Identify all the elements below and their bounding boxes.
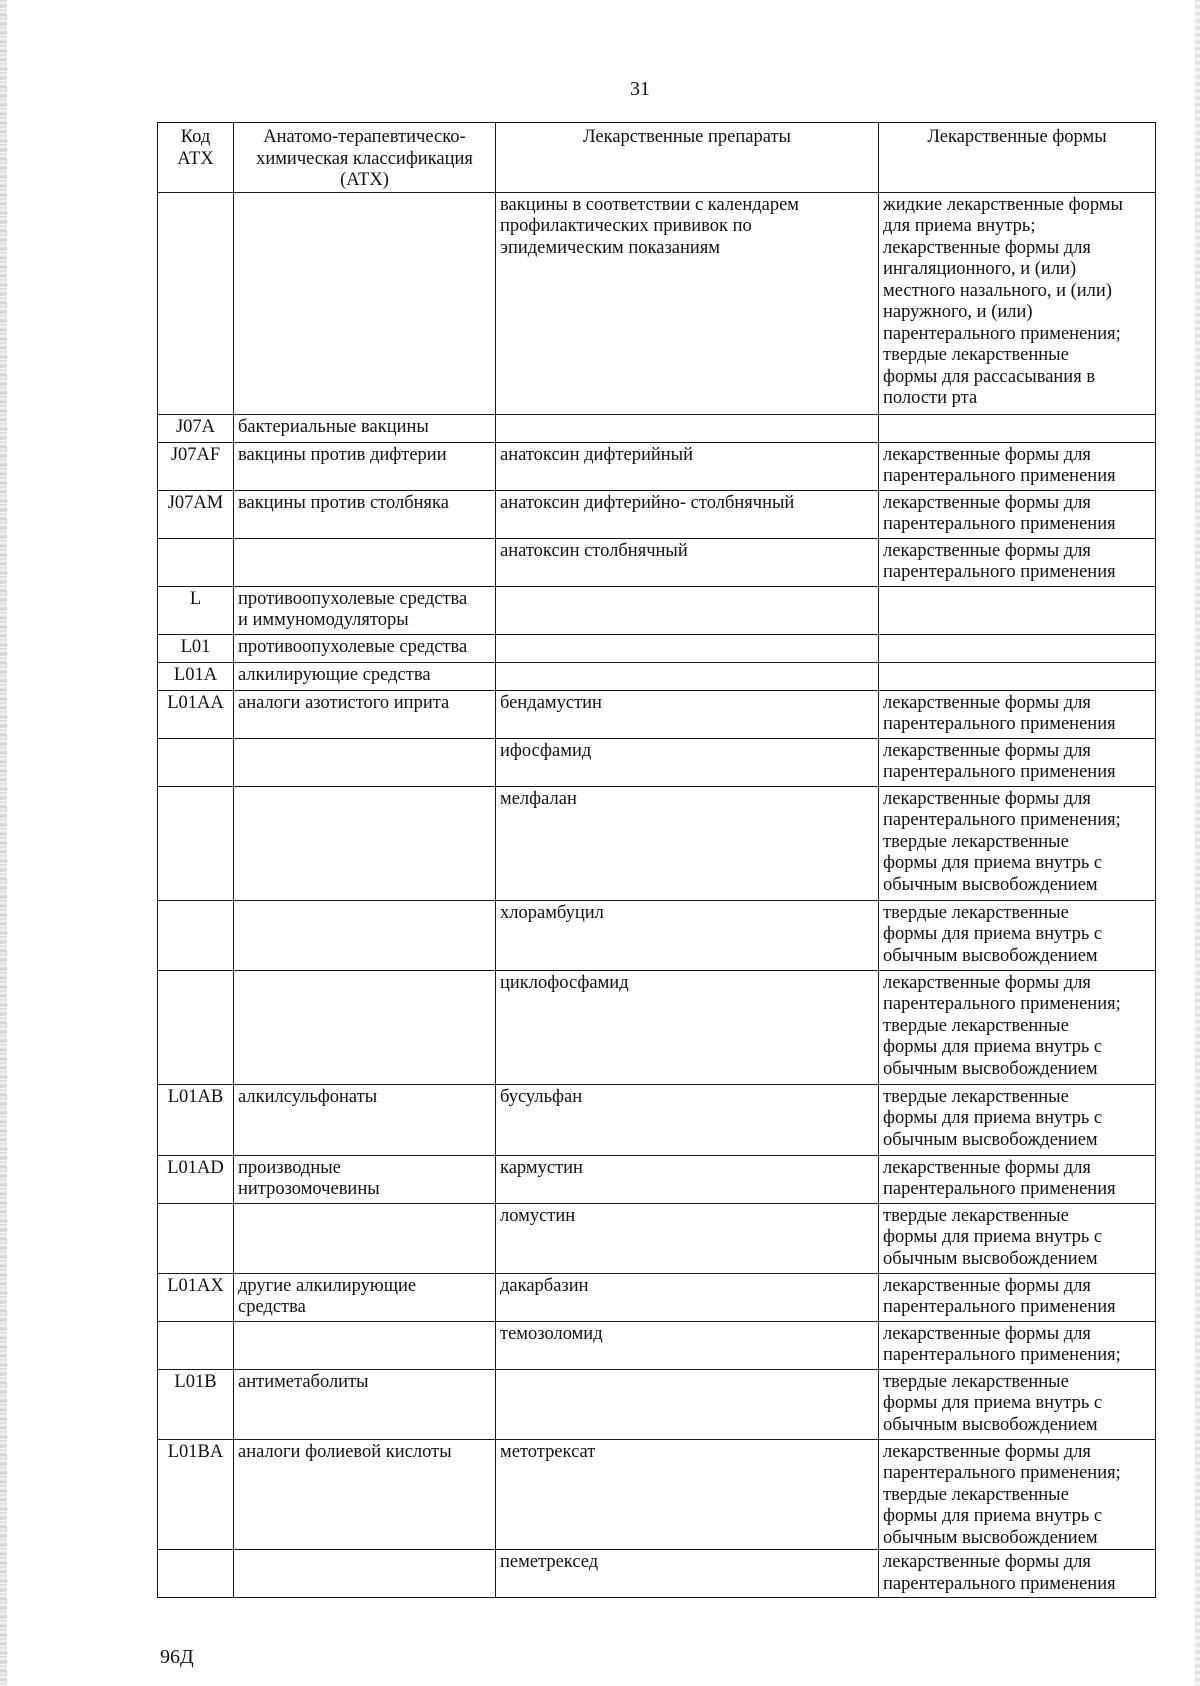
cell-dosage-form: лекарственные формы для парентерального применения [879,1155,1156,1203]
cell-classification: противоопухолевые средства и иммуномодуляторы [234,586,496,634]
cell-code: L01BA [158,1439,234,1550]
scan-edge-left [0,0,7,1686]
cell-medicine: хлорамбуцил [496,900,879,970]
cell-medicine: бендамустин [496,690,879,738]
table-row [158,414,1156,442]
header-medicines: Лекарственные препараты [496,123,879,193]
cell-code: L [158,586,234,634]
header-atc-classification: Анатомо-терапевтическо- химическая классификация (АТХ) [234,123,496,193]
header-atc-code: Код АТХ [158,123,234,193]
cell-code: J07AF [158,442,234,490]
cell-medicine: метотрексат [496,1439,879,1550]
cell-code [158,1550,234,1598]
cell-code: L01AD [158,1155,234,1203]
scan-edge-right [1195,0,1200,1686]
cell-classification [234,538,496,586]
cell-classification: вакцины против столбняка [234,490,496,538]
cell-medicine: ифосфамид [496,738,879,786]
cell-code: L01AX [158,1273,234,1321]
table-row [158,1550,1156,1598]
cell-classification: противоопухолевые средства [234,634,496,662]
cell-dosage-form: лекарственные формы для парентерального применения [879,738,1156,786]
cell-dosage-form [879,586,1156,634]
document-code: 96Д [160,1646,194,1668]
cell-dosage-form [879,414,1156,442]
cell-classification: бактериальные вакцины [234,414,496,442]
cell-code: L01 [158,634,234,662]
cell-code [158,1321,234,1369]
cell-dosage-form [879,634,1156,662]
table-row [158,662,1156,690]
table-row [158,442,1156,490]
table-row [158,900,1156,970]
cell-dosage-form: лекарственные формы для парентерального применения; [879,1321,1156,1369]
table-header-row [158,123,1156,193]
cell-code [158,970,234,1084]
cell-medicine: кармустин [496,1155,879,1203]
cell-classification [234,970,496,1084]
cell-code: L01AA [158,690,234,738]
cell-classification: алкилирующие средства [234,662,496,690]
cell-dosage-form: твердые лекарственные формы для приема внутрь с обычным высвобождением [879,1369,1156,1439]
cell-medicine [496,586,879,634]
table-row [158,586,1156,634]
cell-classification: производные нитрозомочевины [234,1155,496,1203]
cell-dosage-form: жидкие лекарственные формы для приема внутрь; лекарственные формы для ингаляционного, и (или) местного назального, и (или) наружного, и (или) парентерального применения; твердые лекарственные формы для рассасывания в полости рта [879,192,1156,414]
cell-medicine: мелфалан [496,786,879,900]
cell-medicine: ломустин [496,1203,879,1273]
cell-medicine: вакцины в соответствии с календарем профилактических прививок по эпидемическим показаниям [496,192,879,414]
cell-code [158,1203,234,1273]
cell-medicine: темозоломид [496,1321,879,1369]
cell-code [158,786,234,900]
cell-classification [234,1203,496,1273]
table-row [158,690,1156,738]
cell-dosage-form: лекарственные формы для парентерального применения [879,1550,1156,1598]
cell-medicine: анатоксин столбнячный [496,538,879,586]
cell-dosage-form: лекарственные формы для парентерального применения [879,690,1156,738]
cell-dosage-form: лекарственные формы для парентерального применения; твердые лекарственные формы для приема внутрь с обычным высвобождением [879,1439,1156,1550]
cell-medicine [496,1369,879,1439]
table-row [158,192,1156,414]
cell-classification [234,1321,496,1369]
cell-medicine: циклофосфамид [496,970,879,1084]
table-row [158,1439,1156,1550]
table-row [158,538,1156,586]
cell-dosage-form: лекарственные формы для парентерального применения; твердые лекарственные формы для приема внутрь с обычным высвобождением [879,786,1156,900]
cell-code [158,738,234,786]
cell-code [158,538,234,586]
cell-code: J07AM [158,490,234,538]
table-row [158,1369,1156,1439]
page-number: 31 [630,78,650,100]
cell-classification [234,192,496,414]
table-row [158,1203,1156,1273]
table-row [158,1321,1156,1369]
table-row [158,490,1156,538]
cell-code: L01B [158,1369,234,1439]
cell-classification: аналоги фолиевой кислоты [234,1439,496,1550]
table-row [158,970,1156,1084]
cell-classification: алкилсульфонаты [234,1084,496,1155]
cell-classification [234,1550,496,1598]
table-row [158,1155,1156,1203]
cell-code: L01A [158,662,234,690]
cell-dosage-form: твердые лекарственные формы для приема внутрь с обычным высвобождением [879,1084,1156,1155]
atc-medicines-table [157,122,1156,1598]
table-row [158,786,1156,900]
header-dosage-forms: Лекарственные формы [879,123,1156,193]
cell-dosage-form: твердые лекарственные формы для приема внутрь с обычным высвобождением [879,1203,1156,1273]
cell-medicine: дакарбазин [496,1273,879,1321]
cell-medicine: пеметрексед [496,1550,879,1598]
cell-code: L01AB [158,1084,234,1155]
cell-medicine: анатоксин дифтерийно- столбнячный [496,490,879,538]
cell-medicine [496,662,879,690]
cell-dosage-form: лекарственные формы для парентерального применения [879,490,1156,538]
cell-dosage-form [879,662,1156,690]
cell-classification [234,738,496,786]
cell-code: J07A [158,414,234,442]
cell-medicine [496,414,879,442]
cell-dosage-form: лекарственные формы для парентерального применения; твердые лекарственные формы для приема внутрь с обычным высвобождением [879,970,1156,1084]
cell-medicine: анатоксин дифтерийный [496,442,879,490]
cell-code [158,900,234,970]
table-row [158,634,1156,662]
cell-classification [234,900,496,970]
table-row [158,1084,1156,1155]
cell-classification [234,786,496,900]
table-row [158,1273,1156,1321]
table-row [158,738,1156,786]
cell-dosage-form: твердые лекарственные формы для приема внутрь с обычным высвобождением [879,900,1156,970]
cell-dosage-form: лекарственные формы для парентерального применения [879,442,1156,490]
cell-code [158,192,234,414]
cell-dosage-form: лекарственные формы для парентерального применения [879,538,1156,586]
cell-dosage-form: лекарственные формы для парентерального применения [879,1273,1156,1321]
cell-medicine [496,634,879,662]
cell-classification: другие алкилирующие средства [234,1273,496,1321]
cell-classification: вакцины против дифтерии [234,442,496,490]
cell-medicine: бусульфан [496,1084,879,1155]
cell-classification: аналоги азотистого иприта [234,690,496,738]
cell-classification: антиметаболиты [234,1369,496,1439]
